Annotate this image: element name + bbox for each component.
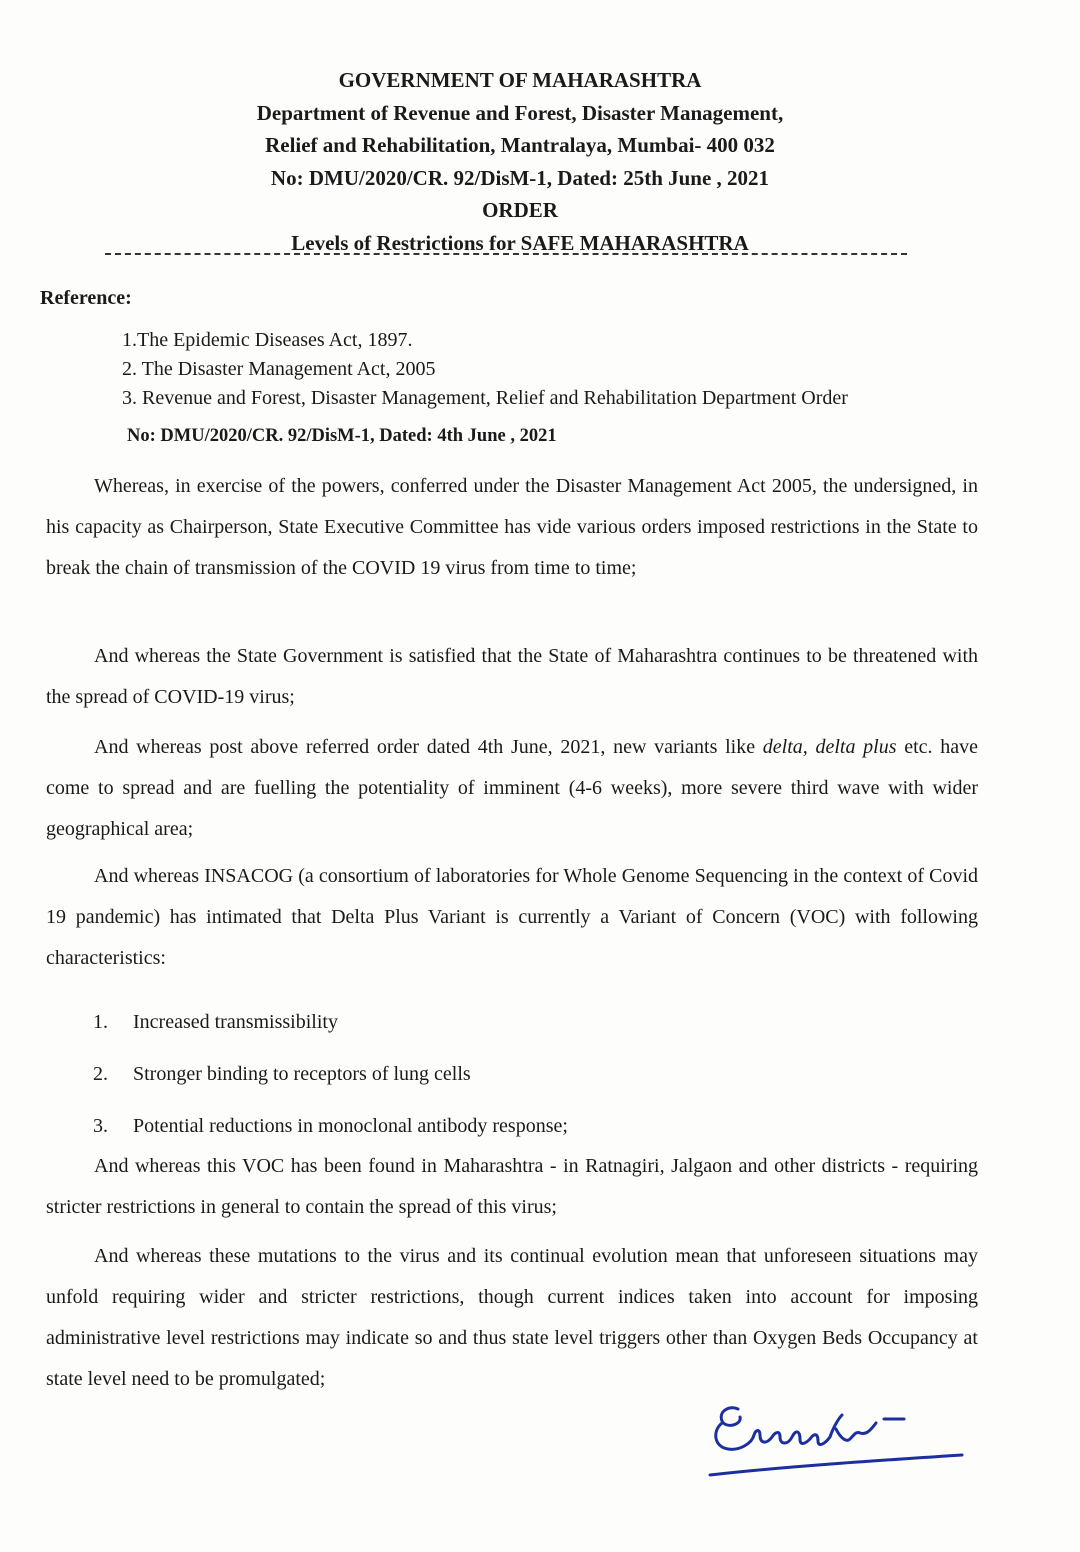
reference-item: 1.The Epidemic Diseases Act, 1897.: [122, 329, 413, 351]
list-item: [93, 1048, 568, 1100]
list-text: Potential reductions in monoclonal antibody response;: [133, 1114, 568, 1137]
reference-list: [122, 326, 848, 413]
list-number: 1.: [93, 1010, 108, 1033]
department-line-2: Relief and Rehabilitation, Mantralaya, Mumbai- 400 032: [265, 133, 775, 157]
paragraph-new-variants: [46, 727, 978, 850]
document-header: [0, 64, 1040, 259]
paragraph-mutations: And whereas these mutations to the virus and its continual evolution mean that unforeseen situations may unfold requiring wider and stricter restrictions, though current indices taken into account for imposing administrative level restrictions may indicate so and thus state level triggers other than Oxygen Beds Occupancy at state level need to be promulgated;: [46, 1245, 978, 1390]
signature-image: [700, 1395, 970, 1490]
list-item: [93, 1100, 568, 1152]
reference-order-number: No: DMU/2020/CR. 92/DisM-1, Dated: 4th June , 2021: [127, 426, 557, 446]
characteristics-list: [93, 996, 568, 1152]
order-label: ORDER: [482, 198, 558, 222]
list-text: Increased transmissibility: [133, 1010, 338, 1033]
department-line-1: Department of Revenue and Forest, Disaster Management,: [256, 100, 784, 125]
variants-text-before: And whereas post above referred order dated 4th June, 2021, new variants like: [94, 736, 763, 758]
reference-item: 2. The Disaster Management Act, 2005: [122, 358, 436, 380]
paragraph-insacog: And whereas INSACOG (a consortium of laboratories for Whole Genome Sequencing in the context of Covid 19 pandemic) has intimated that Delta Plus Variant is currently a Variant of Concern (VOC) with following characteristics:: [46, 865, 978, 969]
reference-item: 3. Revenue and Forest, Disaster Management, Relief and Rehabilitation Department Order: [122, 387, 848, 409]
government-title: GOVERNMENT OF MAHARASHTRA: [338, 68, 702, 92]
order-subject: Levels of Restrictions for SAFE MAHARASHTRA: [291, 230, 749, 255]
variants-italic: delta, delta plus: [762, 736, 897, 758]
paragraph-voc-found: And whereas this VOC has been found in Maharashtra - in Ratnagiri, Jalgaon and other districts - requiring stricter restrictions in general to contain the spread of this virus;: [46, 1155, 978, 1218]
list-number: 3.: [93, 1114, 108, 1137]
order-number: No: DMU/2020/CR. 92/DisM-1, Dated: 25th June , 2021: [270, 165, 770, 190]
dashed-divider: [105, 253, 907, 255]
list-text: Stronger binding to receptors of lung cells: [133, 1062, 471, 1085]
variants-text-after: etc. have come to spread and are fuelling the potentiality of imminent (4-6 weeks), more severe third wave with wider geographical area;: [46, 736, 978, 840]
paragraph-state-threatened: And whereas the State Government is satisfied that the State of Maharashtra continues to be threatened with the spread of COVID-19 virus;: [46, 645, 978, 708]
paragraph-whereas-powers: Whereas, in exercise of the powers, conferred under the Disaster Management Act 2005, the undersigned, in his capacity as Chairperson, State Executive Committee has vide various orders imposed restrictions in the State to break the chain of transmission of the COVID 19 virus from time to time;: [46, 475, 978, 579]
list-item: [93, 996, 568, 1048]
reference-heading: Reference:: [40, 287, 132, 309]
list-number: 2.: [93, 1062, 108, 1085]
